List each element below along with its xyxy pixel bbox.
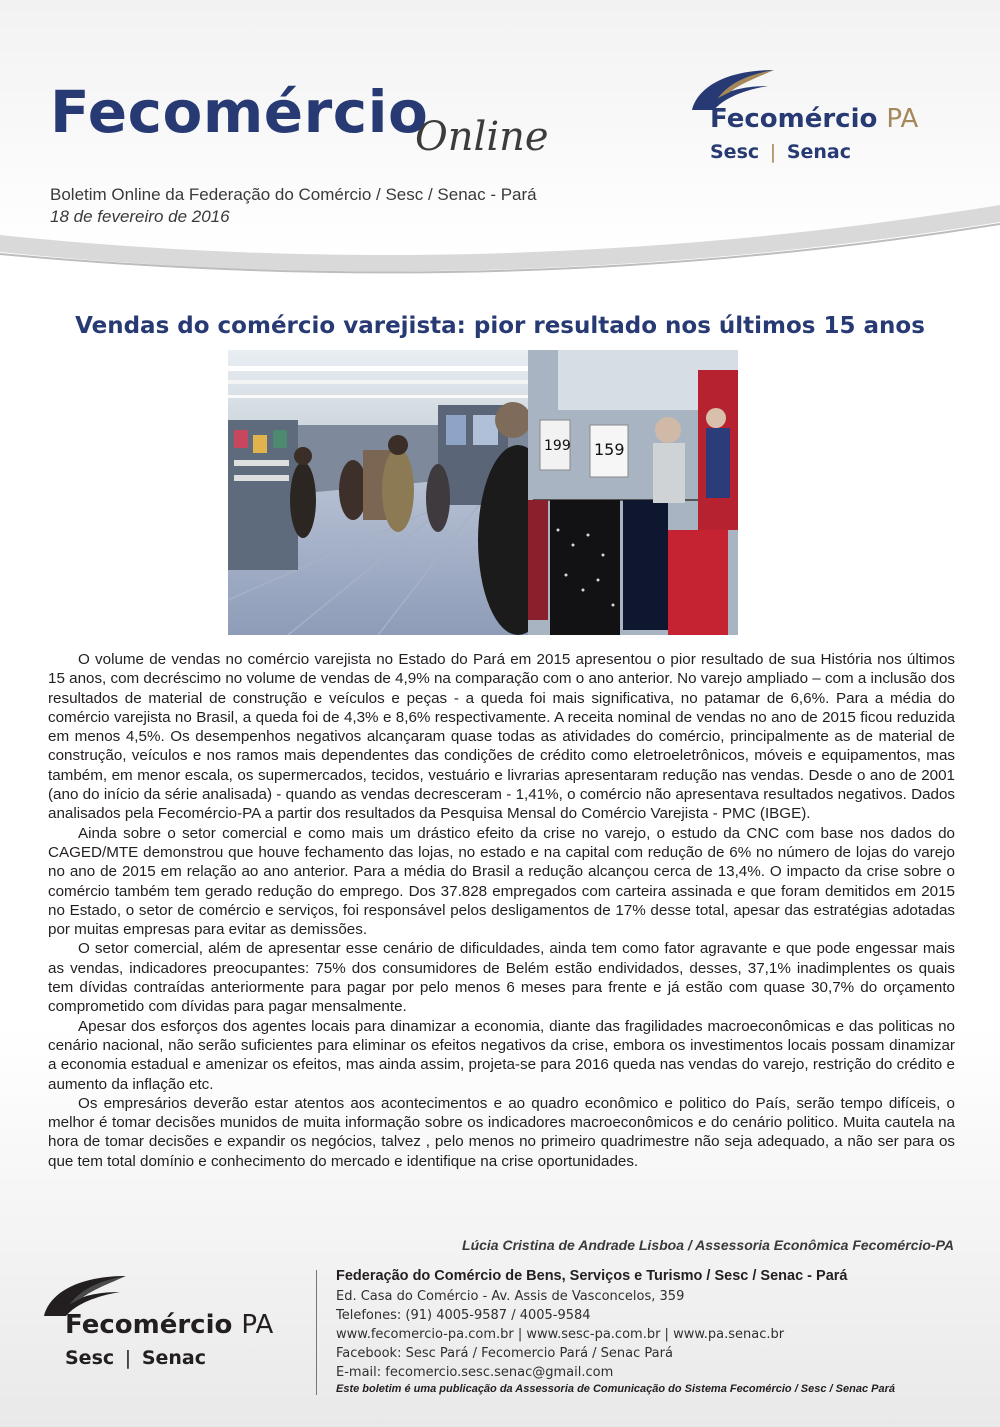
footer-contact-block (336, 1268, 956, 1395)
article-paragraph: Apesar dos esforços dos agentes locais para dinamizar a economia, diante das fragilidades macroeconômicas e das politicas no cenário nacional, não serão suficientes para eliminar os efeitos negativos da crise, embora os investimentos locais possam dinamizar a economia estadual e amenizar os efeitos, mas ainda assim, projeta-se para 2016 queda nas vendas do varejo, restrição do crédito e aumento da inflação etc. (48, 1017, 955, 1093)
publication-date: 18 de fevereiro de 2016 (50, 207, 230, 226)
footer-facebook: Facebook: Sesc Pará / Fecomercio Pará / Senac Pará (336, 1346, 673, 1361)
header-wave-decoration (0, 190, 1000, 300)
newsletter-title: Fecomércio (50, 78, 429, 146)
article-author: Lúcia Cristina de Andrade Lisboa / Assessoria Econômica Fecomércio-PA (462, 1237, 954, 1253)
logo-separator: | (769, 141, 777, 163)
footer-divider (316, 1270, 317, 1395)
article-headline: Vendas do comércio varejista: pior resultado nos últimos 15 anos (75, 313, 925, 339)
footer-organization: Federação do Comércio de Bens, Serviços e Turismo / Sesc / Senac - Pará (336, 1268, 848, 1284)
logo-sesc-text: Sesc (65, 1347, 115, 1369)
article-paragraph: O setor comercial, além de apresentar esse cenário de dificuldades, ainda tem como fator agravante e que pode engessar mais as vendas, indicadores preocupantes: 75% dos consumidores de Belém estão endividados, desses, 37,1% inadimplentes os quais tem dívidas contraídas anteriormente para pagar por pelo menos 6 meses para frente e já estão com quase 30,7% do orçamento comprometido com dívidas para pagar mensalmente. (48, 940, 955, 1016)
footer-email: E-mail: fecomercio.sesc.senac@gmail.com (336, 1365, 614, 1380)
masthead (0, 0, 1000, 300)
footer-phones: Telefones: (91) 4005-9587 / 4005-9584 (336, 1308, 591, 1323)
logo-name (710, 104, 918, 134)
logo-pa-text: PA (241, 1310, 274, 1340)
fecomercio-pa-logo (688, 64, 958, 174)
price-tag-159: 159 (594, 440, 625, 459)
footer-address: Ed. Casa do Comércio - Av. Assis de Vasconcelos, 359 (336, 1289, 685, 1304)
logo-separator: | (124, 1347, 132, 1369)
logo-subline (65, 1347, 206, 1369)
logo-name-text: Fecomércio (65, 1310, 233, 1340)
logo-name-text: Fecomércio (710, 104, 878, 134)
logo-name (65, 1310, 273, 1340)
article-paragraph: Os empresários deverão estar atentos aos acontecimentos e ao quadro econômico e politico do País, serão tempo difíceis, o melhor é tomar decisões munidos de muita informação sobre os indicadores macroeconômicos e do cenário politico. Muita cautela na hora de tomar decisões e expandir os negócios, talvez , pelo menos no primeiro quadrimestre não seja adequado, a não ser para os que tem total domínio e conhecimento do mercado e identifique na crise oportunidades. (48, 1094, 955, 1170)
fecomercio-pa-logo-footer (40, 1270, 310, 1380)
article-paragraph: O volume de vendas no comércio varejista no Estado do Pará em 2015 apresentou o pior resultado de sua História nos últimos 15 anos, com decréscimo no volume de vendas de 4,9% na comparação com o ano anterior. No varejo ampliado – com a inclusão dos resultados de material de construção e veículos e peças - a queda foi mais significativa, no patamar de 6,6%. Para a média do comércio varejista no Brasil, a queda foi de 4,3% e 8,6% respectivamente. A receita nominal de vendas no ano de 2015 ficou reduzida em menos 4,5%. Os desempenhos negativos alcançaram quase todas as atividades do comércio, principalmente as de material de construção, veículos e nos ramos mais dependentes das condições de crédito como eletroeletrônicos, móveis e equipamentos, mas também, em menor escala, os supermercados, tecidos, vestuário e livrarias apresentaram redução nas vendas. Desde o ano de 2001 (ano do início da série analisada) - quando as vendas decresceram - 1,41%, o comércio não apresentava resultados negativos. Dados analisados pela Fecomércio-PA a partir dos resultados da Pesquisa Mensal do Comércio Varejista - PMC (IBGE). (48, 651, 955, 823)
footer-publication-note: Este boletim é uma publicação da Assessoria de Comunicação do Sistema Fecomércio / Sesc / Senac Pará (336, 1383, 895, 1395)
shopping-mall-photo (228, 350, 738, 635)
article-body (48, 650, 955, 1171)
article-paragraph: Ainda sobre o setor comercial e como mais um drástico efeito da crise no varejo, o estudo da CNC com base nos dados do CAGED/MTE demonstrou que houve fechamento das lojas, no estado e na capital com redução de 6% no número de lojas do varejo no ano de 2015 em relação ao ano anterior. Para a média do Brasil a redução alcançou cerca de 13,4%. O impacto da crise sobre o comércio também tem gerado redução do emprego. Dos 37.828 empregados com carteira assinada e que foram demitidos em 2015 no Estado, o setor de comércio e serviços, foi responsável pelos desligamentos de 17% desse total, apesar das estratégias adotadas por muitas empresas para evitar as demissões. (48, 824, 955, 939)
logo-senac-text: Senac (786, 141, 851, 163)
newsletter-subtitle: Boletim Online da Federação do Comércio / Sesc / Senac - Pará (50, 185, 537, 204)
footer-websites: www.fecomercio-pa.com.br | www.sesc-pa.com.br | www.pa.senac.br (336, 1327, 785, 1342)
newsletter-title-script: Online (415, 114, 549, 160)
logo-subline (710, 141, 851, 163)
logo-sesc-text: Sesc (710, 141, 760, 163)
logo-pa-text: PA (886, 104, 919, 134)
price-tag-199: 199 (544, 438, 571, 454)
logo-senac-text: Senac (141, 1347, 206, 1369)
